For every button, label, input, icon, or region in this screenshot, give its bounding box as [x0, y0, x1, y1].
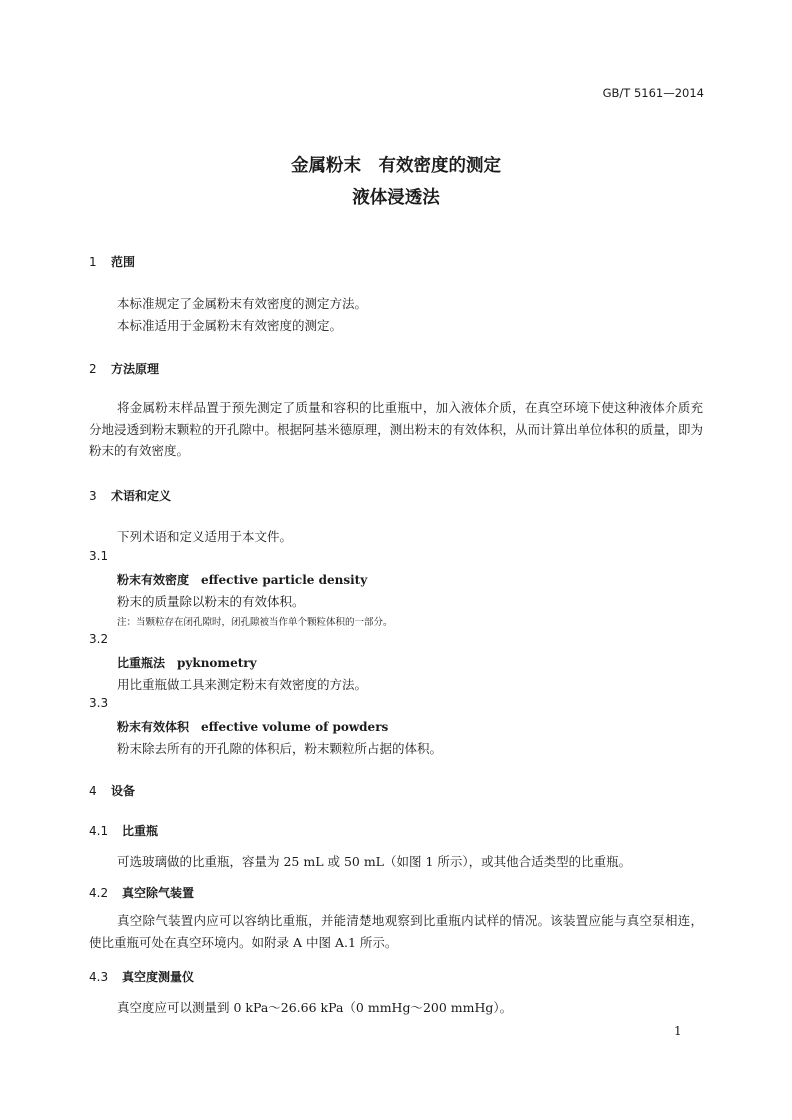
document-subtitle: 液体浸透法 [352, 188, 440, 208]
subsection-heading [89, 884, 194, 901]
section-4-heading [89, 782, 135, 799]
subsection-heading [89, 822, 158, 839]
section-title: 方法原理 [111, 362, 160, 376]
section-title: 术语和定义 [111, 489, 172, 503]
term-cn: 粉末有效密度 [117, 573, 190, 587]
subsection-text: 可选玻璃做的比重瓶，容量为 25 mL 或 50 mL（如图 1 所示），或其他合适类型的比重瓶。 [117, 854, 632, 869]
standard-number: GB/T 5161—2014 [602, 86, 704, 100]
term-heading [117, 718, 388, 735]
section-1-heading [89, 253, 135, 270]
subsection-title: 比重瓶 [122, 824, 159, 838]
section-number: 4 [89, 784, 97, 798]
subsection-number: 4.3 [89, 970, 109, 984]
subsection-title: 真空除气装置 [122, 886, 195, 900]
term-note: 注：当颗粒存在闭孔隙时，闭孔隙被当作单个颗粒体积的一部分。 [117, 617, 393, 628]
term-heading [117, 571, 367, 588]
paragraph-line: 本标准规定了金属粉末有效密度的测定方法。 [117, 296, 368, 311]
subsection-number: 4.1 [89, 824, 109, 838]
section-title: 范围 [111, 255, 136, 269]
term-number: 3.2 [89, 632, 109, 646]
term-en: effective volume of powders [201, 720, 389, 734]
terms-intro: 下列术语和定义适用于本文件。 [117, 529, 293, 544]
term-definition: 用比重瓶做工具来测定粉末有效密度的方法。 [117, 677, 368, 692]
section-3-heading [89, 487, 171, 504]
term-en: pyknometry [177, 656, 257, 670]
term-number: 3.3 [89, 696, 109, 710]
term-definition: 粉末除去所有的开孔隙的体积后，粉末颗粒所占据的体积。 [117, 741, 443, 756]
term-cn: 粉末有效体积 [117, 720, 190, 734]
page-number: 1 [674, 1024, 682, 1038]
subsection-text: 真空除气装置内应可以容纳比重瓶，并能清楚地观察到比重瓶内试样的情况。该装置应能与真空泵相连，使比重瓶可处在真空环境内。如附录 A 中图 A.1 所示。 [89, 913, 703, 950]
section-title: 设备 [111, 784, 136, 798]
section-number: 2 [89, 362, 97, 376]
subsection-number: 4.2 [89, 886, 109, 900]
term-heading [117, 654, 257, 671]
method-principle-paragraph: 将金属粉末样品置于预先测定了质量和容积的比重瓶中，加入液体介质，在真空环境下使这种液体介质充分地浸透到粉末颗粒的开孔隙中。根据阿基米德原理，测出粉末的有效体积，从而计算出单位体积的质量，即为粉末的有效密度。 [89, 400, 703, 458]
subsection-text: 真空度应可以测量到 0 kPa～26.66 kPa（0 mmHg～200 mmHg）。 [117, 1000, 513, 1015]
section-number: 1 [89, 255, 97, 269]
subsection-title: 真空度测量仪 [122, 970, 195, 984]
term-definition: 粉末的质量除以粉末的有效体积。 [117, 594, 305, 609]
paragraph-line: 本标准适用于金属粉末有效密度的测定。 [117, 318, 343, 333]
section-number: 3 [89, 489, 97, 503]
section-2-heading [89, 360, 159, 377]
subsection-heading [89, 968, 194, 985]
term-en: effective particle density [201, 573, 368, 587]
document-title: 金属粉末 有效密度的测定 [291, 156, 501, 176]
term-number: 3.1 [89, 549, 109, 563]
term-cn: 比重瓶法 [117, 656, 166, 670]
